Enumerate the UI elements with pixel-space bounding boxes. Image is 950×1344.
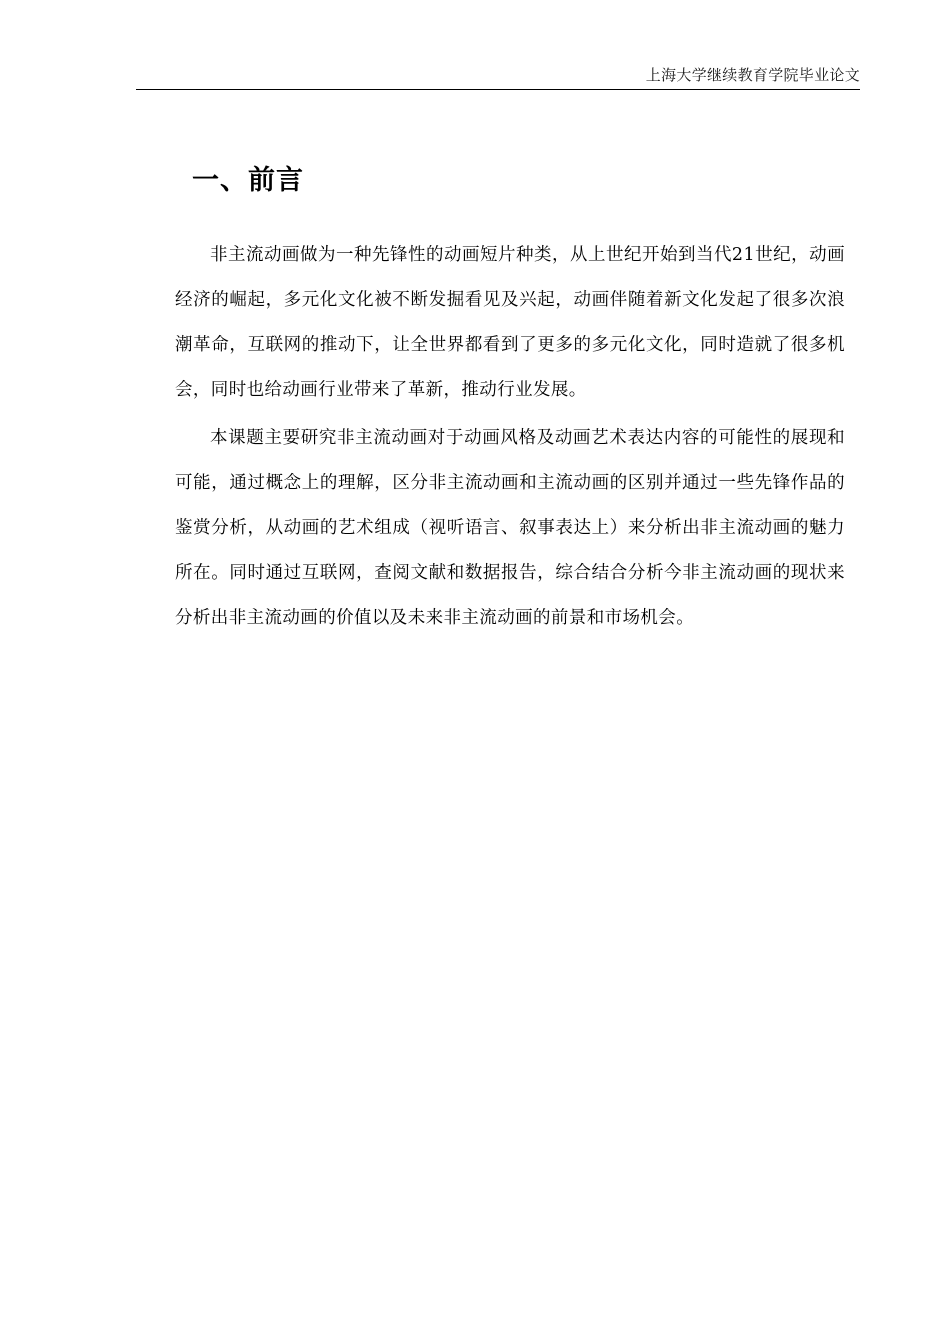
paragraph-intro: 非主流动画做为一种先锋性的动画短片种类，从上世纪开始到当代21世纪，动画经济的崛起，多元化文化被不断发掘看见及兴起，动画伴随着新文化发起了很多次浪潮革命，互联网的推动下，让全世界都看到了更多的多元化文化，同时造就了很多机会，同时也给动画行业带来了革新，推动行业发展。 <box>175 245 845 400</box>
section-title: 一、前言 <box>192 165 304 196</box>
body-text <box>175 233 845 641</box>
paragraph-research-topic: 本课题主要研究非主流动画对于动画风格及动画艺术表达内容的可能性的展现和可能，通过概念上的理解，区分非主流动画和主流动画的区别并通过一些先锋作品的鉴赏分析，从动画的艺术组成（视听语言、叙事表达上）来分析出非主流动画的魅力所在。同时通过互联网，查阅文献和数据报告，综合结合分析今非主流动画的现状来分析出非主流动画的价值以及未来非主流动画的前景和市场机会。 <box>175 428 845 628</box>
page-header-title: 上海大学继续教育学院毕业论文 <box>645 66 860 84</box>
page-header <box>136 62 860 90</box>
